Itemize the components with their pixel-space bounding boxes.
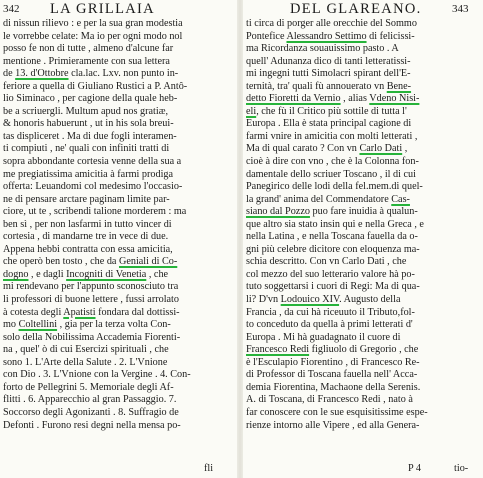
text-run: schia descritto. Con vn Carlo Dati , che — [246, 256, 407, 268]
text-line — [3, 169, 233, 182]
text-line — [3, 420, 233, 433]
text-run: mo — [3, 319, 19, 331]
text-line — [246, 156, 478, 169]
text-run: fondara dal dottissi- — [95, 306, 180, 318]
text-run: Soccorso degli Agonizanti . 8. Suffragio de — [3, 406, 179, 418]
text-run: na , quel' ò di cui Esercizi spirituali , che — [3, 344, 169, 356]
page-number: 342 — [3, 3, 20, 15]
text-run: nella Latina , e nella Toscana fauella da o- — [246, 231, 418, 243]
text-line — [246, 18, 478, 31]
text-run: , che fù il Critico più sottile di tutta l' — [256, 105, 407, 117]
underlined-name: eli — [246, 105, 257, 117]
page-number: 343 — [452, 3, 469, 15]
underlined-name: Incogniti di Venetia — [66, 268, 147, 280]
text-line — [3, 332, 233, 345]
text-line — [246, 43, 478, 56]
text-line — [3, 68, 233, 81]
text-run: sopra abbondante cortesia venne della sua a — [3, 156, 182, 168]
text-line — [3, 81, 233, 94]
text-run: li professori di buone lettere , fussi arrolato — [3, 294, 179, 306]
text-line — [3, 394, 233, 407]
text-line — [3, 281, 233, 294]
text-run: rienze intorno alle Vipere , ed alla Genera- — [246, 419, 420, 431]
body-text — [246, 18, 478, 432]
text-line — [3, 18, 233, 31]
text-line — [246, 369, 478, 382]
text-run: . Augusto della — [339, 294, 401, 306]
text-run: ti compiuti , ne' quali con infiniti tratti di — [3, 143, 170, 155]
text-line — [246, 106, 478, 119]
text-run: mi ingegni tutti Simolacri spirant dell'E- — [246, 68, 411, 80]
signature: P 4 — [408, 463, 421, 474]
text-line — [246, 281, 478, 294]
text-line — [246, 68, 478, 81]
text-run: ben sì , per non lasfarmi in tutto vincer di — [3, 218, 172, 230]
text-run: , che — [146, 268, 169, 280]
catchword: fli — [204, 463, 214, 474]
text-line — [246, 294, 478, 307]
underlined-name: detto Fioretti da Vernio — [246, 93, 341, 105]
text-line — [246, 231, 478, 244]
text-line — [3, 307, 233, 320]
text-line — [3, 369, 233, 382]
underlined-name: Vdeno Nisi- — [369, 93, 420, 105]
text-run: far conoscere con le sue esquisitissime espe- — [246, 406, 428, 418]
text-line — [3, 319, 233, 332]
underlined-name: dogno — [3, 268, 29, 280]
left-page — [0, 0, 240, 478]
text-run: Pontefice — [246, 30, 287, 42]
text-run: , — [402, 143, 408, 155]
text-run: ne di pensare arctare paginam limite par- — [3, 193, 170, 205]
text-line — [3, 219, 233, 232]
text-line — [246, 131, 478, 144]
text-line — [246, 407, 478, 420]
text-run: demia Fiorentina, Machaone della Serenis. — [246, 381, 421, 393]
underlined-name: Coltellini — [18, 319, 58, 331]
text-line — [246, 206, 478, 219]
running-head: LA GRILLAIA — [50, 1, 155, 17]
underlined-name: Alessandro Settimo — [286, 30, 367, 42]
text-run: che operò ben tosto , che da — [3, 256, 119, 268]
text-run: A. di Toscana, di Francesco Redi , nato à — [246, 394, 413, 406]
text-run: to conceduto da quella à primi letterati d' — [246, 319, 413, 331]
text-line — [246, 244, 478, 257]
text-run: Panegirico delle lodi della fel.mem.di quel- — [246, 181, 423, 193]
text-run: ma Ricordanza souauissimo pasto . A — [246, 43, 399, 55]
underlined-name: Francesco Redi — [246, 344, 310, 356]
text-run: posso fe non di tutte , almeno d'alcune far — [3, 43, 174, 55]
text-run: ti circa di porger alle orecchie del Sommo — [246, 18, 417, 29]
text-line — [3, 43, 233, 56]
text-line — [246, 56, 478, 69]
text-run: cla.lac. Lxv. non punto in- — [68, 68, 179, 80]
text-run: di Professor di Toscana fauella nell' Acca- — [246, 369, 418, 381]
text-line — [246, 169, 478, 182]
text-run: forto de Pellegrini 5. Memoriale degli Af- — [3, 381, 174, 393]
text-run: offerta: Leuandomi col medesimo l'occasio- — [3, 181, 183, 193]
underlined-name: Carlo Dati — [359, 143, 403, 155]
text-run: Ma di qual carato ? Con vn — [246, 143, 360, 155]
text-line — [3, 256, 233, 269]
catchword: tio- — [454, 463, 469, 474]
text-line — [246, 357, 478, 370]
text-line — [246, 81, 478, 94]
text-run: , e dagli — [28, 268, 67, 280]
text-line — [246, 394, 478, 407]
text-run: quell' Adunanza dico di tanti letteratissi- — [246, 55, 411, 67]
text-run: damentale dello scriuer Toscano , il di cui — [246, 168, 416, 180]
text-run: cioè à dire con vno , che è la Colonna fon- — [246, 156, 419, 168]
text-line — [3, 31, 233, 44]
text-run: ciore, ut te , scribendi talione morderem : ma — [3, 206, 187, 218]
text-run: puo fare inuidia à qualun- — [309, 206, 418, 218]
underlined-name: Geniali di Co- — [118, 256, 178, 268]
text-run: solo della Nobilissima Accademia Fiorenti- — [3, 331, 181, 343]
text-line — [3, 344, 233, 357]
text-run: tas displiceret . Ma di due fogli interamen- — [3, 130, 177, 142]
text-run: Appena hebbi contratta con essa amicitia, — [3, 243, 173, 255]
text-line — [3, 93, 233, 106]
text-line — [3, 357, 233, 370]
text-run: ternità, tra' quali fù annouerato vn — [246, 80, 387, 92]
text-run: farmi vnire in amicitia con molti letterati , — [246, 130, 418, 142]
body-text — [3, 18, 233, 432]
text-line — [3, 194, 233, 207]
text-run: Defonti . Furono resi degni nella mensa po- — [3, 419, 181, 431]
text-run: , alias — [340, 93, 370, 105]
underlined-name: Bene- — [386, 80, 412, 92]
text-run: & honoris habuerunt , ut in his sola breui- — [3, 118, 174, 130]
text-line — [3, 407, 233, 420]
text-run: , gia per la terza volta Con- — [57, 319, 171, 331]
text-run: mentione . Primieramente con sua lettera — [3, 55, 170, 67]
text-run: col mezzo del suo letterario valore hà po- — [246, 268, 415, 280]
right-page — [240, 0, 483, 478]
text-run: que altro sia stato insin qui e nella Greca , e — [246, 218, 424, 230]
underlined-name: siano dal Pozzo — [246, 206, 310, 218]
text-line — [3, 118, 233, 131]
text-run: tuto soggettarsi i cuori di Regi: Ma di qua- — [246, 281, 420, 293]
underlined-name: Lodouico XIV — [280, 294, 340, 306]
text-run: à cotesta degli — [3, 306, 64, 318]
text-line — [246, 194, 478, 207]
text-run: li? D'vn — [246, 294, 281, 306]
text-run: flitti . 6. Apparecchio al gran Passaggio. 7. — [3, 394, 177, 406]
text-line — [3, 106, 233, 119]
text-line — [246, 93, 478, 106]
text-run: di felicissi- — [366, 30, 415, 42]
text-run: cortesia , di mandarne tre in vece di due. — [3, 231, 169, 243]
text-run: lio Siminaco , per cagione della quale heb- — [3, 93, 178, 105]
text-line — [246, 31, 478, 44]
underlined-name: Apatisti — [63, 306, 96, 318]
text-line — [3, 382, 233, 395]
text-line — [3, 131, 233, 144]
text-run: figliuolo di Gregorio , che — [309, 344, 419, 356]
text-run: Europa . Ella è stata principal cagione di — [246, 118, 412, 130]
text-run: con Dio . 3. L'Vnione con la Vergine . 4. Con- — [3, 369, 191, 381]
text-line — [3, 231, 233, 244]
text-line — [246, 256, 478, 269]
text-line — [246, 269, 478, 282]
text-run: mi rendevano per l'appunto sconosciuto tra — [3, 281, 179, 293]
text-run: gni più celebre dicitore con eloquenza ma- — [246, 243, 420, 255]
text-line — [246, 319, 478, 332]
text-run: me pregiatissima amicitia à farmi prodiga — [3, 168, 174, 180]
underlined-name: Cas- — [391, 193, 410, 205]
text-line — [3, 143, 233, 156]
text-line — [246, 219, 478, 232]
text-line — [3, 156, 233, 169]
text-run: è l'Esculapio Fiorentino , di Francesco Re- — [246, 356, 420, 368]
text-line — [246, 420, 478, 433]
text-line — [3, 206, 233, 219]
text-line — [3, 56, 233, 69]
text-run: la grand' anima del Commendatore — [246, 193, 392, 205]
text-run: le vorrebbe celate: Ma io per ogni modo nol — [3, 30, 183, 42]
text-run: feriore a quella di Giuliano Rustici a P. Antô- — [3, 80, 188, 92]
text-run: Francia , da cui hà riceuuto il Tributo,fol- — [246, 306, 415, 318]
text-line — [246, 332, 478, 345]
text-line — [3, 181, 233, 194]
text-line — [246, 307, 478, 320]
text-run: Europa . Mi hà guadagnato il cuore di — [246, 331, 401, 343]
text-line — [246, 344, 478, 357]
text-line — [246, 143, 478, 156]
running-head: DEL GLAREANO. — [290, 1, 422, 17]
text-run: sono 1. L'Arte della Salute . 2. L'Vnione — [3, 356, 168, 368]
text-line — [246, 181, 478, 194]
text-line — [246, 118, 478, 131]
text-run: be a scriuergli. Multum apud nos gratiæ, — [3, 105, 169, 117]
text-run: di nissun rilievo : e per la sua gran modestia — [3, 18, 183, 29]
text-line — [246, 382, 478, 395]
text-line — [3, 294, 233, 307]
signature-mark — [408, 463, 468, 475]
text-line — [3, 244, 233, 257]
text-run: de — [3, 68, 16, 80]
underlined-name: 13. d'Ottobre — [15, 68, 69, 80]
text-line — [3, 269, 233, 282]
